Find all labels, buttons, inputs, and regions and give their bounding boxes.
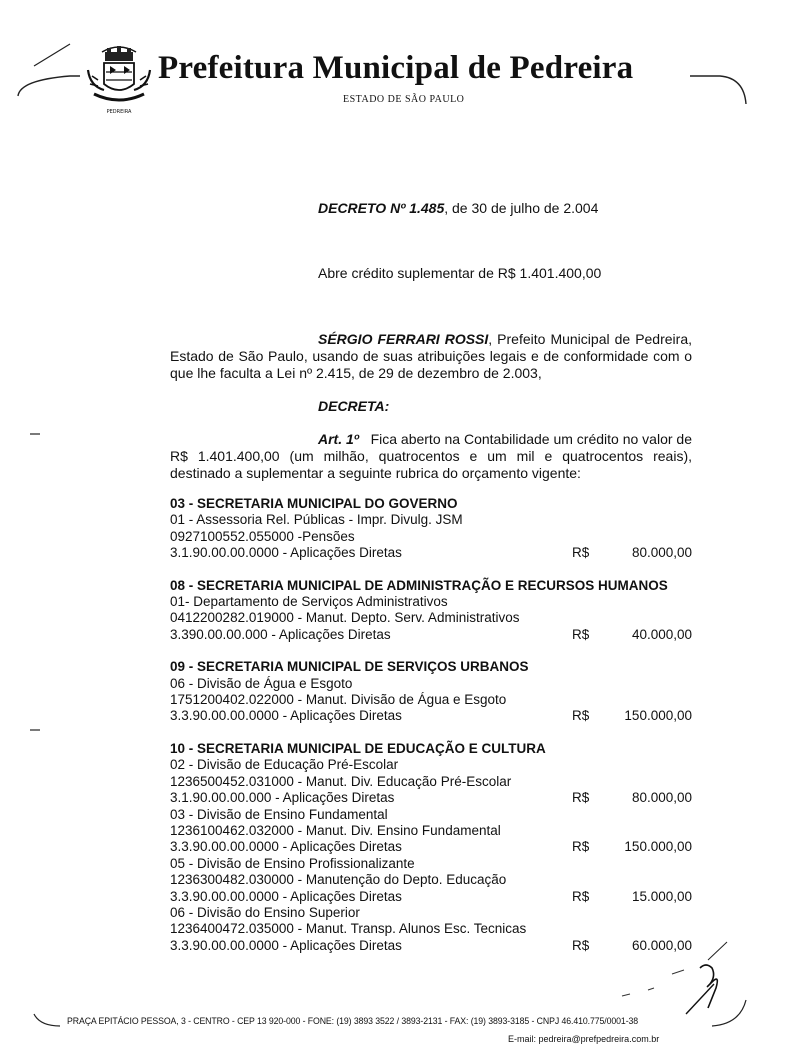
budget-line: 1751200402.022000 - Manut. Divisão de Água e Esgoto [170, 692, 507, 708]
currency: R$ [572, 839, 590, 855]
amount: 15.000,00 [631, 888, 692, 904]
budget-line: 1236300482.030000 - Manutenção do Depto. Educação [170, 872, 507, 888]
state-subtitle: ESTADO DE SÃO PAULO [343, 94, 465, 105]
value-row [170, 839, 695, 855]
currency: R$ [572, 790, 590, 806]
preamble-text: , Prefeito Municipal de Pedreira, Estado de São Paulo, usando de suas atribuições legais e de conformidade com o que lhe faculta a Lei nº 2.415, de 29 de dezembro de 2.003, [170, 331, 692, 381]
article-label: Art. 1º [318, 431, 359, 447]
decree-heading [318, 200, 598, 216]
budget-line: 1236100462.032000 - Manut. Div. Ensino Fundamental [170, 822, 501, 838]
section-title: 10 - SECRETARIA MUNICIPAL DE EDUCAÇÃO E CULTURA [170, 740, 546, 756]
value-row [170, 889, 695, 905]
municipal-crest-icon [80, 40, 158, 118]
budget-line: 06 - Divisão de Água e Esgoto [170, 675, 353, 691]
mayor-name: SÉRGIO FERRARI ROSSI [318, 331, 489, 347]
section-title: 09 - SECRETARIA MUNICIPAL DE SERVIÇOS URBANOS [170, 659, 529, 675]
amount: 80.000,00 [631, 790, 692, 806]
currency: R$ [572, 545, 590, 561]
footer-email: E-mail: pedreira@prefpedreira.com.br [508, 1034, 660, 1044]
value-row [170, 790, 695, 806]
value-label: 3.3.90.00.00.0000 - Aplicações Diretas [170, 937, 402, 953]
decree-summary: Abre crédito suplementar de R$ 1.401.400,00 [318, 265, 602, 281]
currency: R$ [572, 888, 590, 904]
decreta-heading: DECRETA: [318, 398, 390, 414]
budget-line: 01- Departamento de Serviços Administrativos [170, 594, 448, 610]
footer-address: PRAÇA EPITÁCIO PESSOA, 3 - CENTRO - CEP 13 920-000 - FONE: (19) 3893 3522 / 3893-2131 - FAX: (19) 3893-3185 - CNPJ 46.410.775/0001-38 [67, 1016, 639, 1027]
currency: R$ [572, 708, 590, 724]
value-label: 3.390.00.00.000 - Aplicações Diretas [170, 626, 391, 642]
amount: 150.000,00 [624, 708, 692, 724]
value-row [170, 545, 695, 561]
budget-line: 05 - Divisão de Ensino Profissionalizante [170, 855, 415, 871]
preamble-paragraph [170, 331, 692, 382]
section-title: 08 - SECRETARIA MUNICIPAL DE ADMINISTRAÇÃO E RECURSOS HUMANOS [170, 577, 668, 593]
amount: 60.000,00 [631, 937, 692, 953]
budget-line: 03 - Divisão de Ensino Fundamental [170, 806, 388, 822]
value-row [170, 708, 695, 724]
value-label: 3.1.90.00.00.0000 - Aplicações Diretas [170, 545, 402, 561]
budget-line: 06 - Divisão do Ensino Superior [170, 904, 360, 920]
budget-line: 0412200282.019000 - Manut. Depto. Serv. Administrativos [170, 610, 520, 626]
signature-icon [612, 938, 742, 1018]
value-label: 3.3.90.00.00.0000 - Aplicações Diretas [170, 839, 402, 855]
amount: 150.000,00 [624, 839, 692, 855]
svg-text:PEDREIRA: PEDREIRA [106, 109, 132, 115]
value-label: 3.3.90.00.00.0000 - Aplicações Diretas [170, 888, 402, 904]
budget-section [170, 659, 695, 725]
budget-line: 0927100552.055000 -Pensões [170, 528, 355, 544]
amount: 80.000,00 [631, 545, 692, 561]
page-title: Prefeitura Municipal de Pedreira [158, 50, 634, 86]
budget-line: 1236500452.031000 - Manut. Div. Educação Pré-Escolar [170, 773, 512, 789]
budget-line: 01 - Assessoria Rel. Públicas - Impr. Divulg. JSM [170, 512, 463, 528]
currency: R$ [572, 937, 590, 953]
article-1-paragraph [170, 431, 692, 482]
value-label: 3.3.90.00.00.0000 - Aplicações Diretas [170, 708, 402, 724]
article-text: Fica aberto na Contabilidade um crédito no valor de R$ 1.401.400,00 (um milhão, quatrocentos e um mil e quatrocentos reais), destinado a suplementar a seguinte rubrica do orçamento vigente: [170, 431, 692, 481]
decree-date: , de 30 de julho de 2.004 [444, 200, 599, 216]
value-row [170, 627, 695, 643]
budget-section [170, 741, 695, 954]
budget-line: 1236400472.035000 - Manut. Transp. Alunos Esc. Tecnicas [170, 921, 527, 937]
section-title: 03 - SECRETARIA MUNICIPAL DO GOVERNO [170, 496, 458, 511]
budget-line: 02 - Divisão de Educação Pré-Escolar [170, 757, 399, 773]
budget-list [170, 496, 695, 970]
currency: R$ [572, 626, 590, 642]
budget-section [170, 578, 695, 644]
decree-number: DECRETO Nº 1.485 [318, 200, 445, 216]
amount: 40.000,00 [631, 626, 692, 642]
value-label: 3.1.90.00.00.000 - Aplicações Diretas [170, 790, 395, 806]
budget-section [170, 496, 695, 562]
